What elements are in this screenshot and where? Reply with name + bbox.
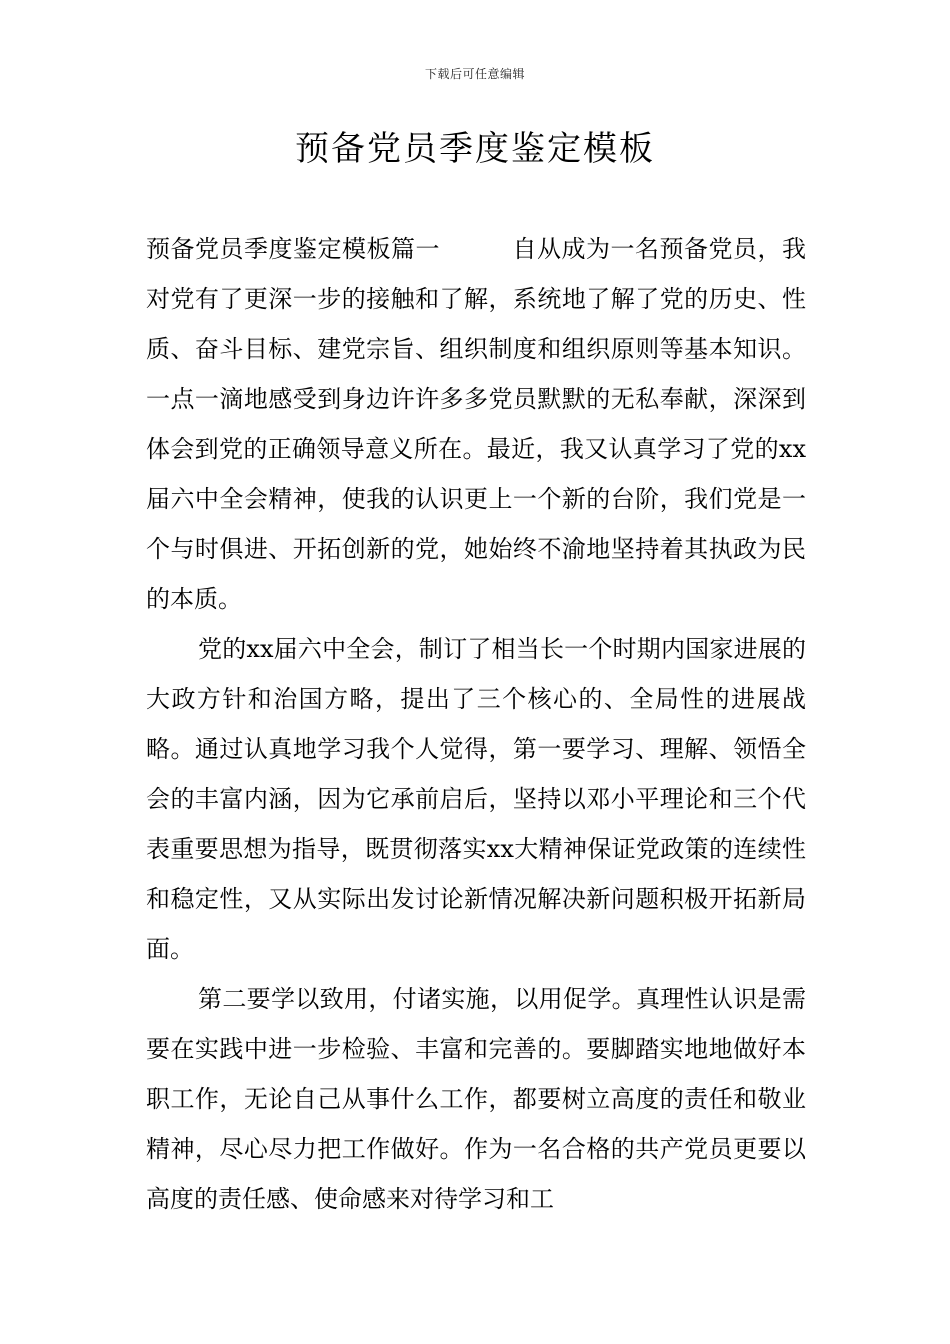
header-note: 下载后可任意编辑 <box>424 67 525 81</box>
document-body <box>146 224 806 1224</box>
paragraph-1-text: 自从成为一名预备党员，我对党有了更深一步的接触和了解，系统地了解了党的历史、性质、奋斗目标、建党宗旨、组织制度和组织原则等基本知识。一点一滴地感受到身边许许多多党员默默的无私奉献，深深到体会到党的正确领导意义所在。最近，我又认真学习了党的xx届六中全会精神，使我的认识更上一个新的台阶，我们党是一个与时俱进、开拓创新的党，她始终不渝地坚持着其执政为民的本质。 <box>146 235 806 613</box>
intro-heading: 预备党员季度鉴定模板篇一 <box>146 235 440 263</box>
paragraph-2: 党的xx届六中全会，制订了相当长一个时期内国家进展的大政方针和治国方略，提出了三个核心的、全局性的进展战略。通过认真地学习我个人觉得，第一要学习、理解、领悟全会的丰富内涵，因为它承前启后，坚持以邓小平理论和三个代表重要思想为指导，既贯彻落实xx大精神保证党政策的连续性和稳定性，又从实际出发讨论新情况解决新问题积极开拓新局面。 <box>146 635 806 963</box>
document-title: 预备党员季度鉴定模板 <box>295 129 655 169</box>
paragraph-3: 第二要学以致用，付诸实施，以用促学。真理性认识是需要在实践中进一步检验、丰富和完善的。要脚踏实地地做好本职工作，无论自己从事什么工作，都要树立高度的责任和敬业精神，尽心尽力把工作做好。作为一名合格的共产党员更要以高度的责任感、使命感来对待学习和工 <box>146 985 806 1213</box>
paragraph-1 <box>146 224 806 624</box>
